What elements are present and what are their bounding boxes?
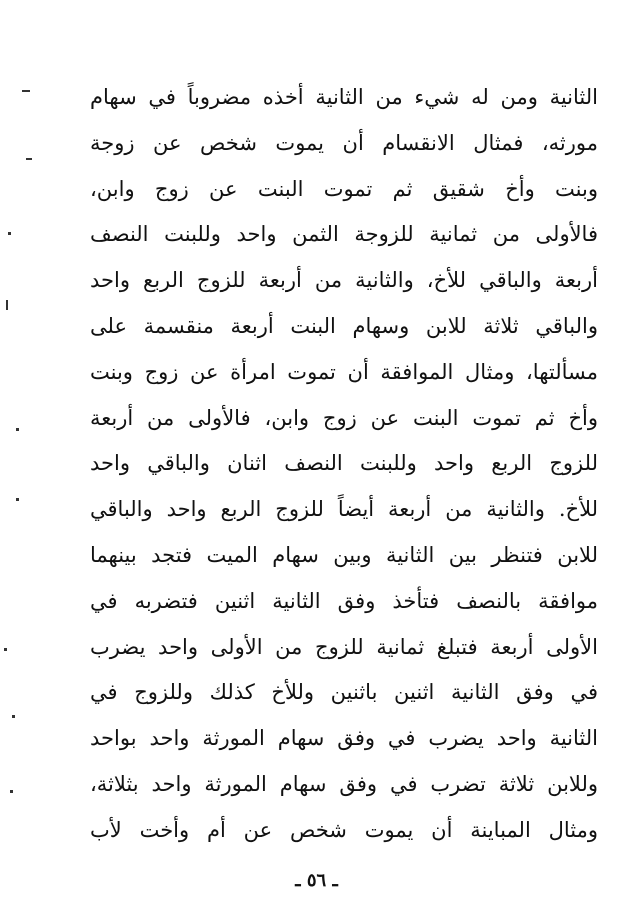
text-line: الثانية واحد يضرب في وفق سهام المورثة واحد بواحد xyxy=(90,726,598,751)
text-line: مورثه، فمثال الانقسام أن يموت شخص عن زوجة xyxy=(90,130,598,155)
margin-mark xyxy=(6,300,8,310)
text-line: ومثال المباينة أن يموت شخص عن أم وأخت لأب xyxy=(90,817,598,842)
text-line: وللابن ثلاثة تضرب في وفق سهام المورثة واحد بثلاثة، xyxy=(90,771,598,796)
page-number: ـ ٥٦ ـ xyxy=(295,870,338,891)
margin-mark xyxy=(26,158,32,160)
text-line: الثانية ومن له شيء من الثانية أخذه مضروباً في سهام xyxy=(90,85,598,109)
margin-mark xyxy=(12,715,15,718)
body-text xyxy=(90,75,598,854)
text-line: أربعة والباقي للأخ، والثانية من أربعة للزوج الربع واحد xyxy=(90,268,598,293)
text-line: الأولى أربعة فتبلغ ثمانية للزوج من الأولى واحد يضرب xyxy=(90,634,598,659)
margin-scan-marks xyxy=(0,0,40,923)
margin-mark xyxy=(16,498,19,501)
text-line: للابن فتنظر بين الثانية وبين سهام الميت فتجد بينهما xyxy=(90,542,598,567)
text-line: وأخ ثم تموت البنت عن زوج وابن، فالأولى من أربعة xyxy=(90,405,598,430)
text-line: للأخ. والثانية من أربعة أيضاً للزوج الربع واحد والباقي xyxy=(90,497,598,522)
margin-mark xyxy=(16,428,19,431)
margin-mark xyxy=(4,648,7,651)
margin-mark xyxy=(8,232,11,235)
text-line: موافقة بالنصف فتأخذ وفق الثانية اثنين فتضربه في xyxy=(90,588,598,613)
margin-mark xyxy=(22,90,30,92)
text-line: فالأولى من ثمانية للزوجة الثمن واحد وللبنت النصف xyxy=(90,222,598,247)
text-line: وبنت وأخ شقيق ثم تموت البنت عن زوج وابن، xyxy=(90,176,598,201)
text-line: في وفق الثانية اثنين باثنين وللأخ كذلك وللزوج في xyxy=(90,680,598,705)
text-line: للزوج الربع واحد وللبنت النصف اثنان والباقي واحد xyxy=(90,451,598,476)
text-line: مسألتها، ومثال الموافقة أن تموت امرأة عن زوج وبنت xyxy=(90,359,598,384)
margin-mark xyxy=(10,790,13,793)
text-line: والباقي ثلاثة للابن وسهام البنت أربعة منقسمة على xyxy=(90,313,598,338)
